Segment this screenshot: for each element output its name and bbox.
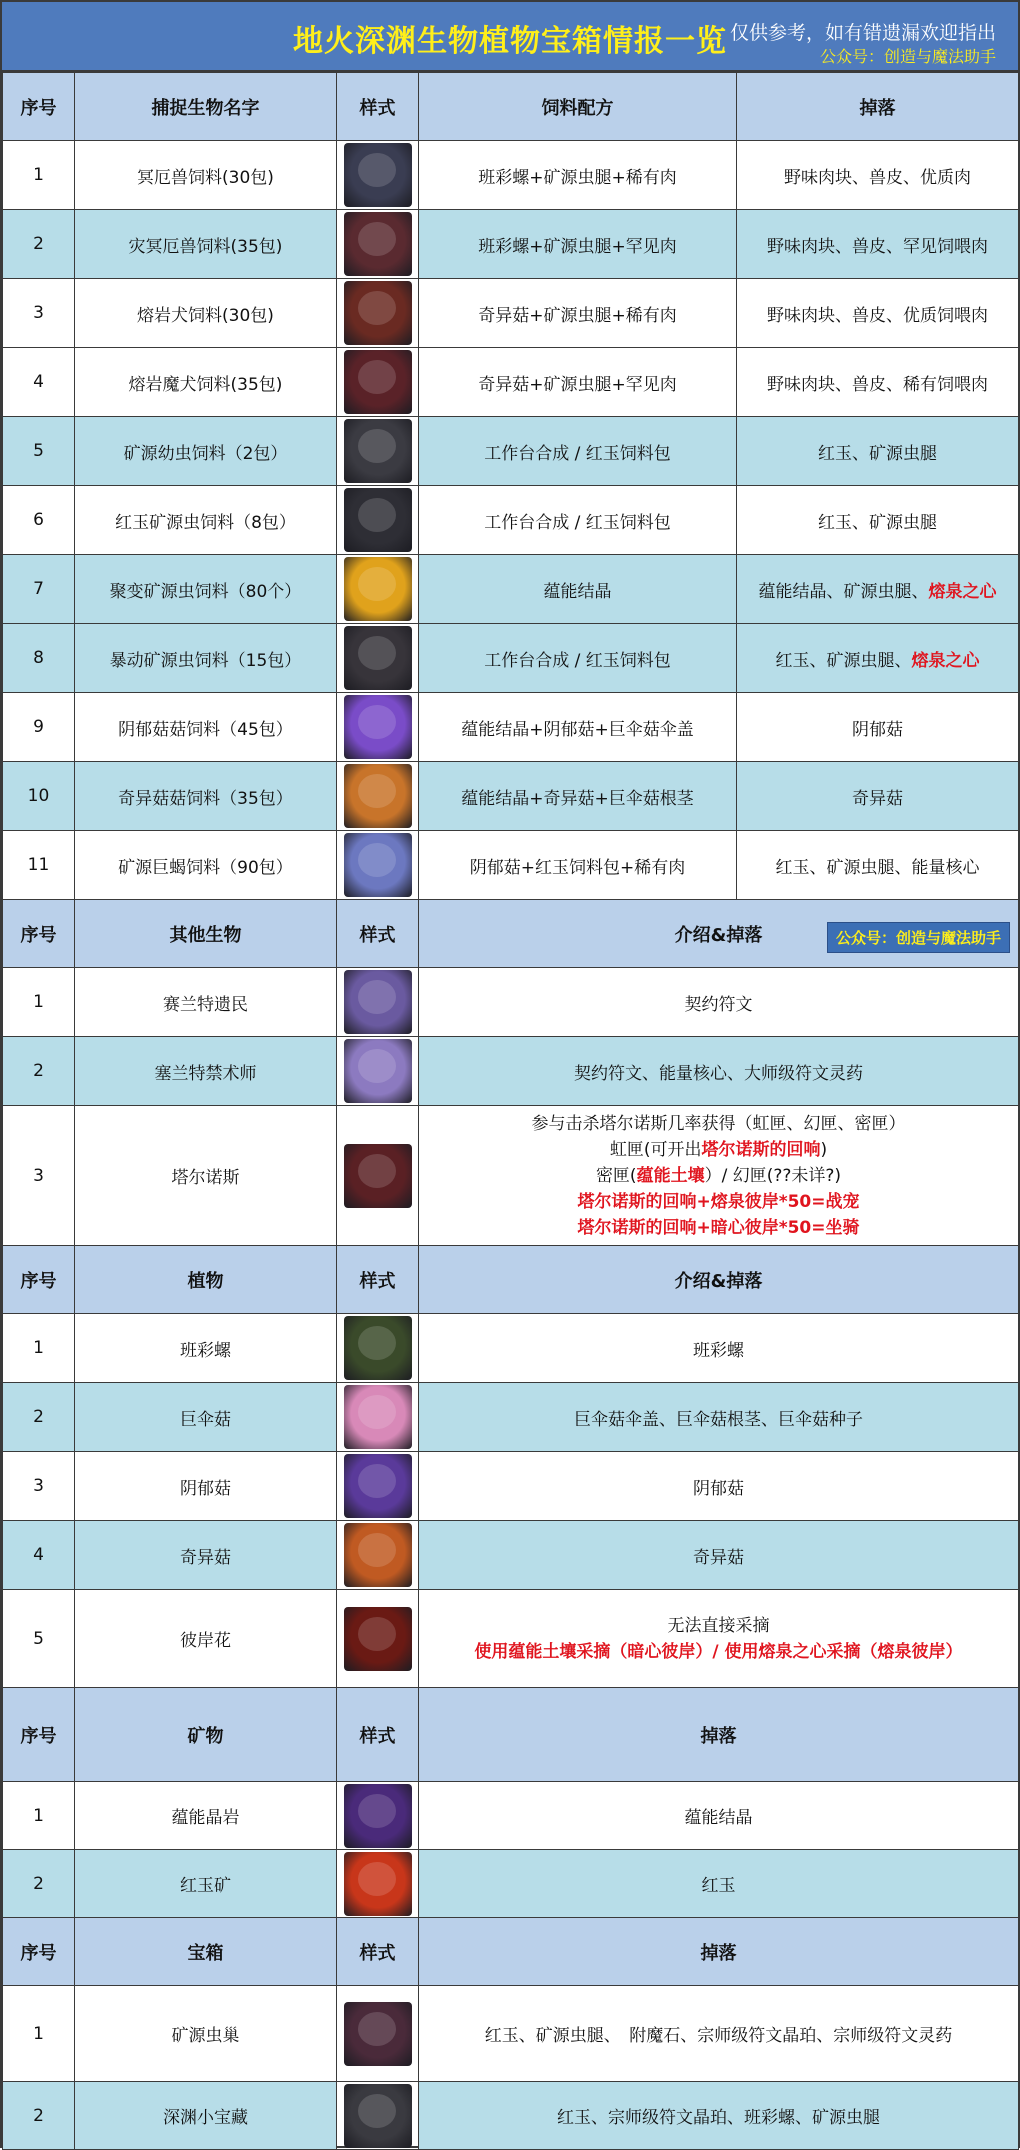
drop-highlight: 熔泉之心 xyxy=(928,581,997,602)
row-no: 9 xyxy=(3,693,75,762)
row-desc: 红玉 xyxy=(419,1850,1019,1918)
col-header-style: 样式 xyxy=(337,1246,419,1314)
row-desc: 契约符文、能量核心、大师级符文灵药 xyxy=(419,1037,1019,1106)
table-row xyxy=(3,1521,1019,1590)
row-name: 红玉矿源虫饲料（8包） xyxy=(75,486,337,555)
table-row xyxy=(3,1986,1019,2082)
row-drop: 野味肉块、兽皮、稀有饲喂肉 xyxy=(737,348,1019,417)
col-header-desc: 介绍&掉落 xyxy=(419,1246,1019,1314)
row-drop: 野味肉块、兽皮、优质饲喂肉 xyxy=(737,279,1019,348)
row-drop: 野味肉块、兽皮、优质肉 xyxy=(737,141,1019,210)
creature-thumbnail xyxy=(344,626,412,690)
row-no: 2 xyxy=(3,210,75,279)
row-desc: 红玉、矿源虫腿、 附魔石、宗师级符文晶珀、宗师级符文灵药 xyxy=(419,1986,1019,2082)
table-row xyxy=(3,417,1019,486)
desc-line: 参与击杀塔尔诺斯几率获得（虹匣、幻匣、密匣） xyxy=(531,1113,906,1134)
row-no: 4 xyxy=(3,348,75,417)
desc-text: ）/ 幻匣(??未详?) xyxy=(704,1165,842,1186)
row-no: 5 xyxy=(3,1590,75,1688)
desc-line: 使用蕴能土壤采摘（暗心彼岸）/ 使用熔泉之心采摘（熔泉彼岸） xyxy=(474,1641,963,1662)
desc-line: 无法直接采摘 xyxy=(667,1615,770,1636)
chest-thumbnail xyxy=(344,2084,412,2148)
creature-thumbnail xyxy=(344,695,412,759)
row-name: 聚变矿源虫饲料（80个） xyxy=(75,555,337,624)
row-name: 熔岩魔犬饲料(35包) xyxy=(75,348,337,417)
creature-thumbnail xyxy=(344,350,412,414)
mineral-header-row xyxy=(3,1688,1019,1782)
col-header-no: 序号 xyxy=(3,1688,75,1782)
row-name: 蕴能晶岩 xyxy=(75,1782,337,1850)
table-row xyxy=(3,831,1019,900)
row-no: 3 xyxy=(3,1106,75,1246)
table-row xyxy=(3,1106,1019,1246)
row-name: 塔尔诺斯 xyxy=(75,1106,337,1246)
row-name: 灾冥厄兽饲料(35包) xyxy=(75,210,337,279)
disclaimer-note: 仅供参考，如有错遗漏欢迎指出 xyxy=(729,22,996,44)
creature-thumbnail xyxy=(344,1039,412,1103)
row-drop: 红玉、矿源虫腿 xyxy=(737,417,1019,486)
other-header-row xyxy=(3,900,1019,968)
mineral-thumbnail xyxy=(344,1852,412,1916)
row-no: 5 xyxy=(3,417,75,486)
chest-header-row xyxy=(3,1918,1019,1986)
creature-thumbnail xyxy=(344,212,412,276)
table-row xyxy=(3,968,1019,1037)
row-desc: 红玉、宗师级符文晶珀、班彩螺、矿源虫腿 xyxy=(419,2082,1019,2150)
row-no: 6 xyxy=(3,486,75,555)
row-name: 奇异菇 xyxy=(75,1521,337,1590)
creature-thumbnail xyxy=(344,764,412,828)
table-row xyxy=(3,693,1019,762)
row-desc: 奇异菇 xyxy=(419,1521,1019,1590)
col-header-name: 宝箱 xyxy=(75,1918,337,1986)
table-row xyxy=(3,1590,1019,1688)
plant-thumbnail xyxy=(344,1316,412,1380)
table-row xyxy=(3,624,1019,693)
row-no: 4 xyxy=(3,1521,75,1590)
table-row xyxy=(3,762,1019,831)
col-header-name: 植物 xyxy=(75,1246,337,1314)
col-header-name: 其他生物 xyxy=(75,900,337,968)
chest-thumbnail xyxy=(344,2002,412,2066)
row-no: 1 xyxy=(3,1986,75,2082)
desc-line xyxy=(423,1137,1014,1163)
table-row xyxy=(3,486,1019,555)
row-no: 1 xyxy=(3,968,75,1037)
desc-line xyxy=(423,1163,1014,1189)
creature-thumbnail xyxy=(344,419,412,483)
row-name: 奇异菇菇饲料（35包） xyxy=(75,762,337,831)
row-no: 10 xyxy=(3,762,75,831)
row-recipe: 蕴能结晶+阴郁菇+巨伞菇伞盖 xyxy=(419,693,737,762)
row-name: 矿源幼虫饲料（2包） xyxy=(75,417,337,486)
row-no: 1 xyxy=(3,1782,75,1850)
row-name: 红玉矿 xyxy=(75,1850,337,1918)
table-row xyxy=(3,1314,1019,1383)
row-drop xyxy=(737,624,1019,693)
row-drop: 阴郁菇 xyxy=(737,693,1019,762)
row-recipe: 蕴能结晶+奇异菇+巨伞菇根茎 xyxy=(419,762,737,831)
row-name: 熔岩犬饲料(30包) xyxy=(75,279,337,348)
row-drop: 红玉、矿源虫腿、能量核心 xyxy=(737,831,1019,900)
row-recipe: 奇异菇+矿源虫腿+稀有肉 xyxy=(419,279,737,348)
row-drop: 奇异菇 xyxy=(737,762,1019,831)
row-desc: 巨伞菇伞盖、巨伞菇根茎、巨伞菇种子 xyxy=(419,1383,1019,1452)
account-stamp: 公众号：创造与魔法助手 xyxy=(827,922,1010,953)
mineral-thumbnail xyxy=(344,1784,412,1848)
drop-plain: 红玉、矿源虫腿、 xyxy=(775,650,912,671)
row-desc: 契约符文 xyxy=(419,968,1019,1037)
row-recipe: 工作台合成 / 红玉饲料包 xyxy=(419,486,737,555)
plant-thumbnail xyxy=(344,1607,412,1671)
col-header-no: 序号 xyxy=(3,900,75,968)
plant-thumbnail xyxy=(344,1454,412,1518)
desc-text: ) xyxy=(820,1139,828,1160)
row-name: 暴动矿源虫饲料（15包） xyxy=(75,624,337,693)
creature-thumbnail xyxy=(344,143,412,207)
creature-thumbnail xyxy=(344,1144,412,1208)
row-no: 7 xyxy=(3,555,75,624)
row-recipe: 工作台合成 / 红玉饲料包 xyxy=(419,417,737,486)
row-name: 阴郁菇 xyxy=(75,1452,337,1521)
row-recipe: 班彩螺+矿源虫腿+稀有肉 xyxy=(419,141,737,210)
row-no: 11 xyxy=(3,831,75,900)
title-bar xyxy=(2,2,1018,72)
row-name: 矿源虫巢 xyxy=(75,1986,337,2082)
row-name: 阴郁菇菇饲料（45包） xyxy=(75,693,337,762)
row-no: 2 xyxy=(3,1383,75,1452)
desc-line: 塔尔诺斯的回响+暗心彼岸*50=坐骑 xyxy=(577,1217,860,1238)
col-header-desc xyxy=(419,900,1019,968)
row-desc: 阴郁菇 xyxy=(419,1452,1019,1521)
col-header-drop: 掉落 xyxy=(419,1688,1019,1782)
col-header-style: 样式 xyxy=(337,73,419,141)
row-desc xyxy=(419,1106,1019,1246)
row-no: 2 xyxy=(3,1037,75,1106)
col-header-no: 序号 xyxy=(3,73,75,141)
row-name: 塞兰特禁术师 xyxy=(75,1037,337,1106)
row-recipe: 工作台合成 / 红玉饲料包 xyxy=(419,624,737,693)
col-header-name: 矿物 xyxy=(75,1688,337,1782)
table-row xyxy=(3,279,1019,348)
plant-thumbnail xyxy=(344,1385,412,1449)
row-desc: 蕴能结晶 xyxy=(419,1782,1019,1850)
col-header-no: 序号 xyxy=(3,1246,75,1314)
row-drop xyxy=(737,555,1019,624)
drop-highlight: 熔泉之心 xyxy=(911,650,980,671)
row-recipe: 班彩螺+矿源虫腿+罕见肉 xyxy=(419,210,737,279)
creature-thumbnail xyxy=(344,833,412,897)
page-title: 地火深渊生物植物宝箱情报一览 xyxy=(293,24,727,59)
row-no: 1 xyxy=(3,141,75,210)
desc-highlight: 塔尔诺斯的回响 xyxy=(701,1139,821,1160)
row-recipe: 阴郁菇+红玉饲料包+稀有肉 xyxy=(419,831,737,900)
creature-thumbnail xyxy=(344,488,412,552)
plant-thumbnail xyxy=(344,1523,412,1587)
account-note: 公众号：创造与魔法助手 xyxy=(819,47,996,66)
table-row xyxy=(3,1782,1019,1850)
desc-line: 塔尔诺斯的回响+熔泉彼岸*50=战宠 xyxy=(577,1191,860,1212)
row-drop: 红玉、矿源虫腿 xyxy=(737,486,1019,555)
creature-thumbnail xyxy=(344,557,412,621)
row-name: 冥厄兽饲料(30包) xyxy=(75,141,337,210)
row-name: 赛兰特遗民 xyxy=(75,968,337,1037)
col-header-drop: 掉落 xyxy=(419,1918,1019,1986)
row-no: 3 xyxy=(3,279,75,348)
table-row xyxy=(3,348,1019,417)
table-row xyxy=(3,555,1019,624)
desc-text: 虹匣(可开出 xyxy=(609,1139,702,1160)
row-no: 8 xyxy=(3,624,75,693)
table-row xyxy=(3,1383,1019,1452)
feed-header-row xyxy=(3,73,1019,141)
info-table xyxy=(2,72,1019,2150)
row-no: 2 xyxy=(3,2082,75,2150)
row-name: 矿源巨蝎饲料（90包） xyxy=(75,831,337,900)
table-row xyxy=(3,2082,1019,2150)
desc-text: 密匣( xyxy=(595,1165,637,1186)
col-header-style: 样式 xyxy=(337,1688,419,1782)
row-no: 1 xyxy=(3,1314,75,1383)
col-header-desc-label: 介绍&掉落 xyxy=(674,924,763,946)
col-header-recipe: 饲料配方 xyxy=(419,73,737,141)
col-header-drop: 掉落 xyxy=(737,73,1019,141)
table-row xyxy=(3,1850,1019,1918)
table-row xyxy=(3,1037,1019,1106)
table-row xyxy=(3,141,1019,210)
creature-thumbnail xyxy=(344,281,412,345)
row-name: 彼岸花 xyxy=(75,1590,337,1688)
drop-plain: 蕴能结晶、矿源虫腿、 xyxy=(758,581,929,602)
row-name: 深渊小宝藏 xyxy=(75,2082,337,2150)
col-header-style: 样式 xyxy=(337,1918,419,1986)
row-recipe: 蕴能结晶 xyxy=(419,555,737,624)
desc-highlight: 蕴能土壤 xyxy=(636,1165,705,1186)
row-no: 2 xyxy=(3,1850,75,1918)
col-header-name: 捕捉生物名字 xyxy=(75,73,337,141)
row-name: 班彩螺 xyxy=(75,1314,337,1383)
row-recipe: 奇异菇+矿源虫腿+罕见肉 xyxy=(419,348,737,417)
col-header-no: 序号 xyxy=(3,1918,75,1986)
row-no: 3 xyxy=(3,1452,75,1521)
row-desc xyxy=(419,1590,1019,1688)
col-header-style: 样式 xyxy=(337,900,419,968)
row-desc: 班彩螺 xyxy=(419,1314,1019,1383)
table-row xyxy=(3,210,1019,279)
creature-thumbnail xyxy=(344,970,412,1034)
table-row xyxy=(3,1452,1019,1521)
row-drop: 野味肉块、兽皮、罕见饲喂肉 xyxy=(737,210,1019,279)
row-name: 巨伞菇 xyxy=(75,1383,337,1452)
plant-header-row xyxy=(3,1246,1019,1314)
